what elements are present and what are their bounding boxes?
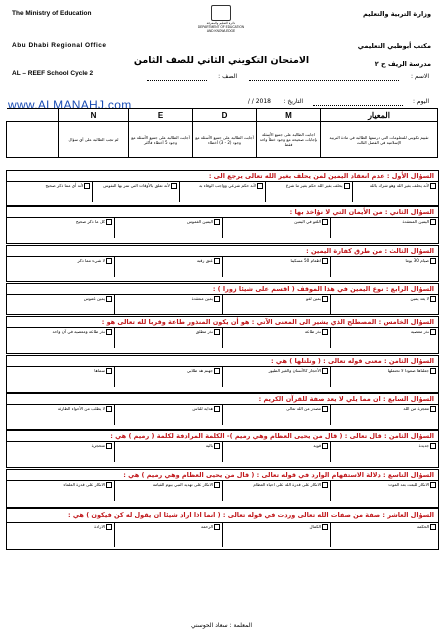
question-text: السؤال الثالث : من طرق كفارة اليمين : — [306, 247, 434, 255]
checkbox-icon[interactable] — [430, 258, 436, 264]
checkbox-icon[interactable] — [322, 258, 328, 264]
answer-option[interactable] — [7, 218, 114, 238]
checkbox-icon[interactable] — [322, 482, 328, 488]
question-text: السؤال الثامن : قال تعالى : ( قال من يحيى العظام وهي رميم )- الكلمة المرادفة لكلمة ( رميم ) هي : — [110, 432, 434, 440]
answer-option[interactable] — [179, 182, 265, 202]
checkbox-icon[interactable] — [322, 329, 328, 335]
checkbox-icon[interactable] — [84, 183, 90, 189]
checkbox-icon[interactable] — [214, 258, 220, 264]
option-label: الانكار على قدرة الله على احياء العظام — [253, 482, 321, 487]
option-label: الارادة — [94, 524, 105, 529]
options-row — [7, 217, 438, 238]
answer-option[interactable] — [7, 367, 114, 387]
options-row — [7, 181, 438, 202]
answer-option[interactable] — [222, 328, 330, 348]
checkbox-icon[interactable] — [430, 219, 436, 225]
option-label: نذر طاعة ومعصية في آن واحد — [52, 329, 105, 334]
option-label: هداية للناس — [192, 406, 213, 411]
option-label: جعلناها صعودا لا تحتملها — [387, 368, 429, 373]
department-logo: دائرة التعليم والمعرفة DEPARTMENT OF EDUCATION AND KNOWLEDGE — [196, 5, 246, 39]
checkbox-icon[interactable] — [430, 524, 436, 530]
answer-option[interactable] — [7, 442, 114, 462]
checkbox-icon[interactable] — [214, 524, 220, 530]
question-block — [6, 393, 439, 430]
option-label: الرحمة — [200, 524, 213, 529]
checkbox-icon[interactable] — [171, 183, 177, 189]
option-label: اطعام 50 مسكينا — [290, 258, 321, 263]
option-label: صيام 30 يوما — [405, 258, 429, 263]
question-text: السؤال التاسع : دلالة الاستفهام الوارد في قوله تعالى : ( قال من يحيى العظام وهي رميم ) هي : — [123, 471, 434, 479]
answer-option[interactable] — [330, 218, 438, 238]
option-label: اللغو في اليمين — [294, 219, 321, 224]
answer-option[interactable] — [330, 523, 438, 547]
checkbox-icon[interactable] — [430, 183, 436, 189]
answer-option[interactable] — [222, 523, 330, 547]
answer-option[interactable] — [114, 442, 222, 462]
checkbox-icon[interactable] — [214, 296, 220, 302]
question-block — [6, 206, 439, 244]
question-text: السؤال الأول : عدم انعقاد اليمين لمن يحلف بغير الله تعالى يرجع الى : — [208, 172, 434, 180]
checkbox-icon[interactable] — [322, 219, 328, 225]
checkbox-icon[interactable] — [344, 183, 350, 189]
office-name-ar: مكتب أبوظبي التعليمي — [357, 42, 431, 50]
answer-option[interactable] — [330, 295, 438, 315]
answer-option[interactable] — [114, 405, 222, 425]
day-label: اليوم : — [412, 98, 429, 105]
question-text: السؤال الثاني : من الأيمان التي لا نؤاخذ بها : — [289, 208, 434, 216]
answer-option[interactable] — [114, 328, 222, 348]
level-n-desc: لم تجب الطالبة على أي سؤال — [59, 122, 129, 158]
level-m-desc: اجابت الطالبة على جميع الأسئلة بإجابات صحيحة مع وجود خطأ واحد فقط — [257, 122, 321, 158]
option-label: الأحجار كالأنسان والغير الطيور — [268, 368, 321, 373]
option-label: نذر طاعة — [304, 329, 321, 334]
option-label: لأنه يحلف بغير الله وهو شرك بالله — [369, 183, 429, 188]
answer-option[interactable] — [222, 295, 330, 315]
question-block — [6, 469, 439, 508]
option-label: الانكار على قدرة العلماء — [63, 482, 105, 487]
level-e-desc: أجابت الطالبة على جميع الأسئلة مع وجود 5 أخطاء فأكثر — [129, 122, 193, 158]
checkbox-icon[interactable] — [430, 368, 436, 374]
option-label: لأنه حكم شرعي وواجب الوفاء به — [199, 183, 257, 188]
checkbox-icon[interactable] — [322, 524, 328, 530]
option-label: اليمين الغموس — [186, 219, 213, 224]
answer-option[interactable] — [114, 218, 222, 238]
answer-option[interactable] — [92, 182, 178, 202]
class-label: الصف : — [218, 73, 237, 80]
question-block — [6, 508, 439, 550]
option-label: بالية — [205, 443, 213, 448]
checkbox-icon[interactable] — [430, 482, 436, 488]
answer-option[interactable] — [352, 182, 438, 202]
question-text: السؤال العاشر : صفة من صفات الله تعالى وردت في قوله تعالى : ( انما اذا اراد شيئا ان يقول له كن فيكون ) هي : — [67, 511, 434, 519]
option-label: عتق رقبة — [196, 258, 213, 263]
question-block — [6, 170, 439, 206]
answer-option[interactable] — [7, 481, 114, 501]
answer-option[interactable] — [7, 523, 114, 547]
answer-option[interactable] — [7, 182, 92, 202]
options-row — [7, 522, 438, 547]
answer-option[interactable] — [330, 442, 438, 462]
level-d-desc: أجابت الطالبة على جميع الأسئلة مع وجود (2 - 3) أخطاء — [193, 122, 257, 158]
question-block — [6, 316, 439, 354]
option-label: اليمين المنعقدة — [402, 219, 429, 224]
option-label: يحلف بغير الله حكم بغير ما شرع — [285, 183, 343, 188]
answer-option[interactable] — [265, 182, 351, 202]
answer-option[interactable] — [222, 405, 330, 425]
checkbox-icon[interactable] — [106, 368, 112, 374]
checkbox-icon[interactable] — [322, 406, 328, 412]
level-m: M — [257, 109, 321, 122]
checkbox-icon[interactable] — [322, 443, 328, 449]
name-field[interactable] — [249, 80, 399, 81]
option-label: لأنه أي مما ذكر صحيح — [45, 183, 84, 188]
checkbox-icon[interactable] — [106, 329, 112, 335]
class-field[interactable] — [147, 80, 207, 81]
option-label: جهنم هد طلابي — [186, 368, 213, 373]
school-name-ar: مدرسة الريف ح ٢ — [374, 60, 431, 68]
checkbox-icon[interactable] — [322, 368, 328, 374]
question-text: السؤال السابع : ان مما يلي لا يعد صفة للقرآن الكريم : — [258, 395, 434, 403]
checkbox-icon[interactable] — [214, 368, 220, 374]
question-block — [6, 355, 439, 393]
checkbox-icon[interactable] — [106, 406, 112, 412]
option-label: الكمال — [309, 524, 321, 529]
option-label: الانكار على تهديد النبي بيوم القيامة — [152, 482, 213, 487]
checkbox-icon[interactable] — [214, 443, 220, 449]
checkbox-icon[interactable] — [106, 482, 112, 488]
school-name-en: AL – REEF School Cycle 2 — [12, 70, 94, 77]
answer-option[interactable] — [330, 481, 438, 501]
watermark: www.ALMANAHJ.com — [8, 98, 132, 112]
answer-option[interactable] — [7, 257, 114, 277]
checkbox-icon[interactable] — [106, 443, 112, 449]
options-row — [7, 366, 438, 387]
checkbox-icon[interactable] — [106, 258, 112, 264]
answer-option[interactable] — [330, 257, 438, 277]
checkbox-icon[interactable] — [430, 329, 436, 335]
answer-option[interactable] — [114, 295, 222, 315]
answer-option[interactable] — [222, 218, 330, 238]
answer-option[interactable] — [330, 367, 438, 387]
answer-option[interactable] — [114, 523, 222, 547]
checkbox-icon[interactable] — [430, 406, 436, 412]
option-label: لا شيء مما ذكر — [77, 258, 105, 263]
answer-option[interactable] — [222, 442, 330, 462]
option-label: لا يطلب من الأحواء الطارئة — [57, 406, 105, 411]
checkbox-icon[interactable] — [214, 406, 220, 412]
options-row — [7, 404, 438, 425]
option-label: نذر معصية — [410, 329, 429, 334]
answer-option[interactable] — [114, 481, 222, 501]
option-label: نذر مطلق — [195, 329, 213, 334]
day-field[interactable] — [313, 105, 403, 106]
option-label: لأنه تعلق بالأوقات التي تمر بها النفوس — [103, 183, 170, 188]
criteria-header: المعيار — [321, 109, 438, 122]
checkbox-icon[interactable] — [214, 329, 220, 335]
checkbox-icon[interactable] — [106, 524, 112, 530]
options-row — [7, 294, 438, 315]
question-text: السؤال الثامن : معنى قوله تعالى : ( وتلتلها ) هي : — [271, 357, 434, 365]
option-label: سماها — [94, 368, 105, 373]
logo-emblem-icon — [211, 5, 231, 21]
option-label: قوية — [313, 443, 321, 448]
options-row — [7, 480, 438, 501]
rubric-table — [6, 108, 438, 158]
options-row — [7, 327, 438, 348]
option-label: معجزة من الله — [403, 406, 429, 411]
level-n: N — [59, 109, 129, 122]
answer-option[interactable] — [330, 328, 438, 348]
checkbox-icon[interactable] — [430, 443, 436, 449]
option-label: الانكار للبعث بعد الموت — [388, 482, 429, 487]
option-label: جديدة — [418, 443, 429, 448]
options-row — [7, 256, 438, 277]
date-label: التاريخ : — [283, 98, 303, 105]
answer-option[interactable] — [330, 405, 438, 425]
checkbox-icon[interactable] — [106, 296, 112, 302]
name-label: الاسم : — [410, 73, 429, 80]
date-value[interactable]: 2018 / / — [247, 98, 271, 105]
checkbox-icon[interactable] — [257, 183, 263, 189]
answer-option[interactable] — [222, 367, 330, 387]
checkbox-icon[interactable] — [430, 296, 436, 302]
answer-option[interactable] — [114, 367, 222, 387]
question-block — [6, 430, 439, 468]
level-e: E — [129, 109, 193, 122]
criteria-desc: تقييم تكويني للمعلومات التي درستها الطالبة في مادة التربية الإسلامية في الفصل الثالث — [321, 122, 438, 158]
answer-option[interactable] — [222, 257, 330, 277]
option-label: متحجرة — [91, 443, 105, 448]
office-name-en: Abu Dhabi Regional Office — [12, 42, 107, 49]
answer-option[interactable] — [7, 328, 114, 348]
ministry-name-ar: وزارة التربية والتعليم — [363, 10, 431, 18]
question-block — [6, 283, 439, 315]
option-label: يمين لغو — [306, 296, 321, 301]
teacher-signature: المعلمة : سعاد الحوسني — [190, 622, 252, 629]
option-label: يمين منعقدة — [191, 296, 213, 301]
question-text: السؤال الرابع : نوع اليمين في هذا الموقف ( اقسم على شيئا زورا ) : — [212, 285, 434, 293]
ministry-name-en: The Ministry of Education — [12, 10, 92, 17]
option-label: كل ما ذكر صحيح — [75, 219, 105, 224]
option-label: مصدر من الله تعالى — [286, 406, 321, 411]
options-row — [7, 441, 438, 462]
option-label: الحكمة — [416, 524, 429, 529]
checkbox-icon[interactable] — [322, 296, 328, 302]
answer-option[interactable] — [222, 481, 330, 501]
exam-title: الامتحان التكويني الثاني للصف الثامن — [133, 55, 310, 66]
answer-option[interactable] — [114, 257, 222, 277]
option-label: يمين غموس — [83, 296, 105, 301]
checkbox-icon[interactable] — [214, 482, 220, 488]
option-label: لا يعد يمين — [410, 296, 429, 301]
question-text: السؤال الخامس : المصطلح الذي يشير الى المعنى الآتي : هو أن يكون المنذور طاعة وقربا لله تعالى هو : — [101, 318, 434, 326]
checkbox-icon[interactable] — [214, 219, 220, 225]
level-d: D — [193, 109, 257, 122]
answer-option[interactable] — [7, 295, 114, 315]
checkbox-icon[interactable] — [106, 219, 112, 225]
answer-option[interactable] — [7, 405, 114, 425]
question-block — [6, 245, 439, 282]
